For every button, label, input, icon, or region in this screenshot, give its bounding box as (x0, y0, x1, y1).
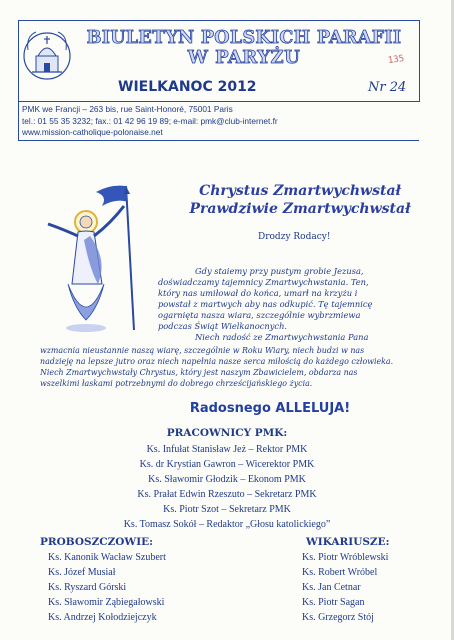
staff-member: Ks. Prałat Edwin Rzeszuto – Sekretarz PMK (137, 489, 317, 500)
alleluja-greeting: Radosnego ALLELUJA! (189, 401, 351, 416)
parish-priest: Ks. Ryszard Górski (48, 582, 127, 593)
parish-priest: Ks. Sławomir Ząbiegałowski (48, 597, 165, 608)
greeting: Drodzy Rodacy! (258, 232, 331, 242)
church-logo (22, 26, 72, 84)
vicar: Ks. Jan Cetnar (302, 582, 361, 593)
message-line: powstał z martwych aby nas odkupić. Tę tajemnicę (158, 299, 373, 309)
message-line: który nas umiłował do końca, umarł na krzyżu i (158, 288, 358, 298)
risen-christ-illustration (38, 180, 153, 340)
easter-response: Prawdziwie Zmartwychwstał (189, 201, 411, 217)
staff-member: Ks. Piotr Szot – Sekretarz PMK (163, 504, 291, 515)
message-line: Niech radość ze Zmartwychwstania Pana (195, 332, 369, 342)
vicar: Ks. Robert Wróbel (302, 567, 378, 578)
staff-member: Ks. dr Krystian Gawron – Wicerektor PMK (139, 459, 315, 470)
message-line: Gdy staiemy przy pustym grobie Jezusa, (195, 266, 364, 276)
bulletin-title-line1: BIULETYN POLSKICH PARAFII (86, 28, 402, 48)
vicar: Ks. Grzegorz Stój (302, 612, 374, 623)
handwritten-note: 135 (387, 53, 405, 67)
staff-member: Ks. Tomasz Sokół – Redaktor „Głosu katolickiego” (123, 519, 331, 530)
edition-label: WIELKANOC 2012 (118, 79, 257, 95)
message-line: ogarnięta nasza wiara, szczególnie wybrzmiewa (158, 310, 361, 320)
message-line: Niech Zmartwychwstały Chrystus, który jest naszym Zbawicielem, obdarza nas (40, 368, 358, 377)
message-line: doświadczamy tajemnicy Zmartwychwstania. Ten, (158, 277, 369, 287)
vicar: Ks. Piotr Sagan (302, 597, 365, 608)
contact-line: tel.: 01 55 35 3232; fax.: 01 42 96 19 89; e-mail: pmk@club-internet.fr (22, 116, 278, 126)
vicars-heading: WIKARIUSZE: (306, 536, 390, 548)
website-line: www.mission-catholique-polonaise.net (22, 127, 163, 137)
parish-priest: Ks. Kanonik Wacław Szubert (48, 552, 166, 563)
staff-member: Ks. Infułat Stanisław Jeż – Rektor PMK (146, 444, 308, 455)
parish-priest: Ks. Józef Musiał (48, 567, 116, 578)
parish-priest: Ks. Andrzej Kołodziejczyk (48, 612, 157, 623)
message-line: wzmacnia nieustannie naszą wiarę, szczególnie w Roku Wiary, niech budzi w nas (40, 346, 365, 355)
bulletin-title-line2: W PARYŻU (187, 47, 301, 68)
easter-heading: Chrystus Zmartwychwstał (199, 183, 401, 199)
message-line: podczas Świąt Wielkanocnych. (158, 321, 288, 331)
staff-member: Ks. Sławomir Głodzik – Ekonom PMK (148, 474, 306, 485)
parish-priests-heading: PROBOSZCZOWIE: (40, 536, 153, 548)
vicar: Ks. Piotr Wróblewski (302, 552, 389, 563)
staff-heading: PRACOWNICY PMK: (166, 427, 288, 439)
issue-number: Nr 24 (368, 80, 407, 95)
message-line: wszelkimi łaskami potrzebnymi do dobrego chrześcijańskiego życia. (40, 379, 313, 388)
message-line: nadzieję na lepsze jutro oraz niech napełnia nasze serca miłością do każdego człowieka. (40, 357, 394, 366)
address-line: PMK we Francji – 263 bis, rue Saint-Honoré, 75001 Paris (22, 104, 233, 114)
